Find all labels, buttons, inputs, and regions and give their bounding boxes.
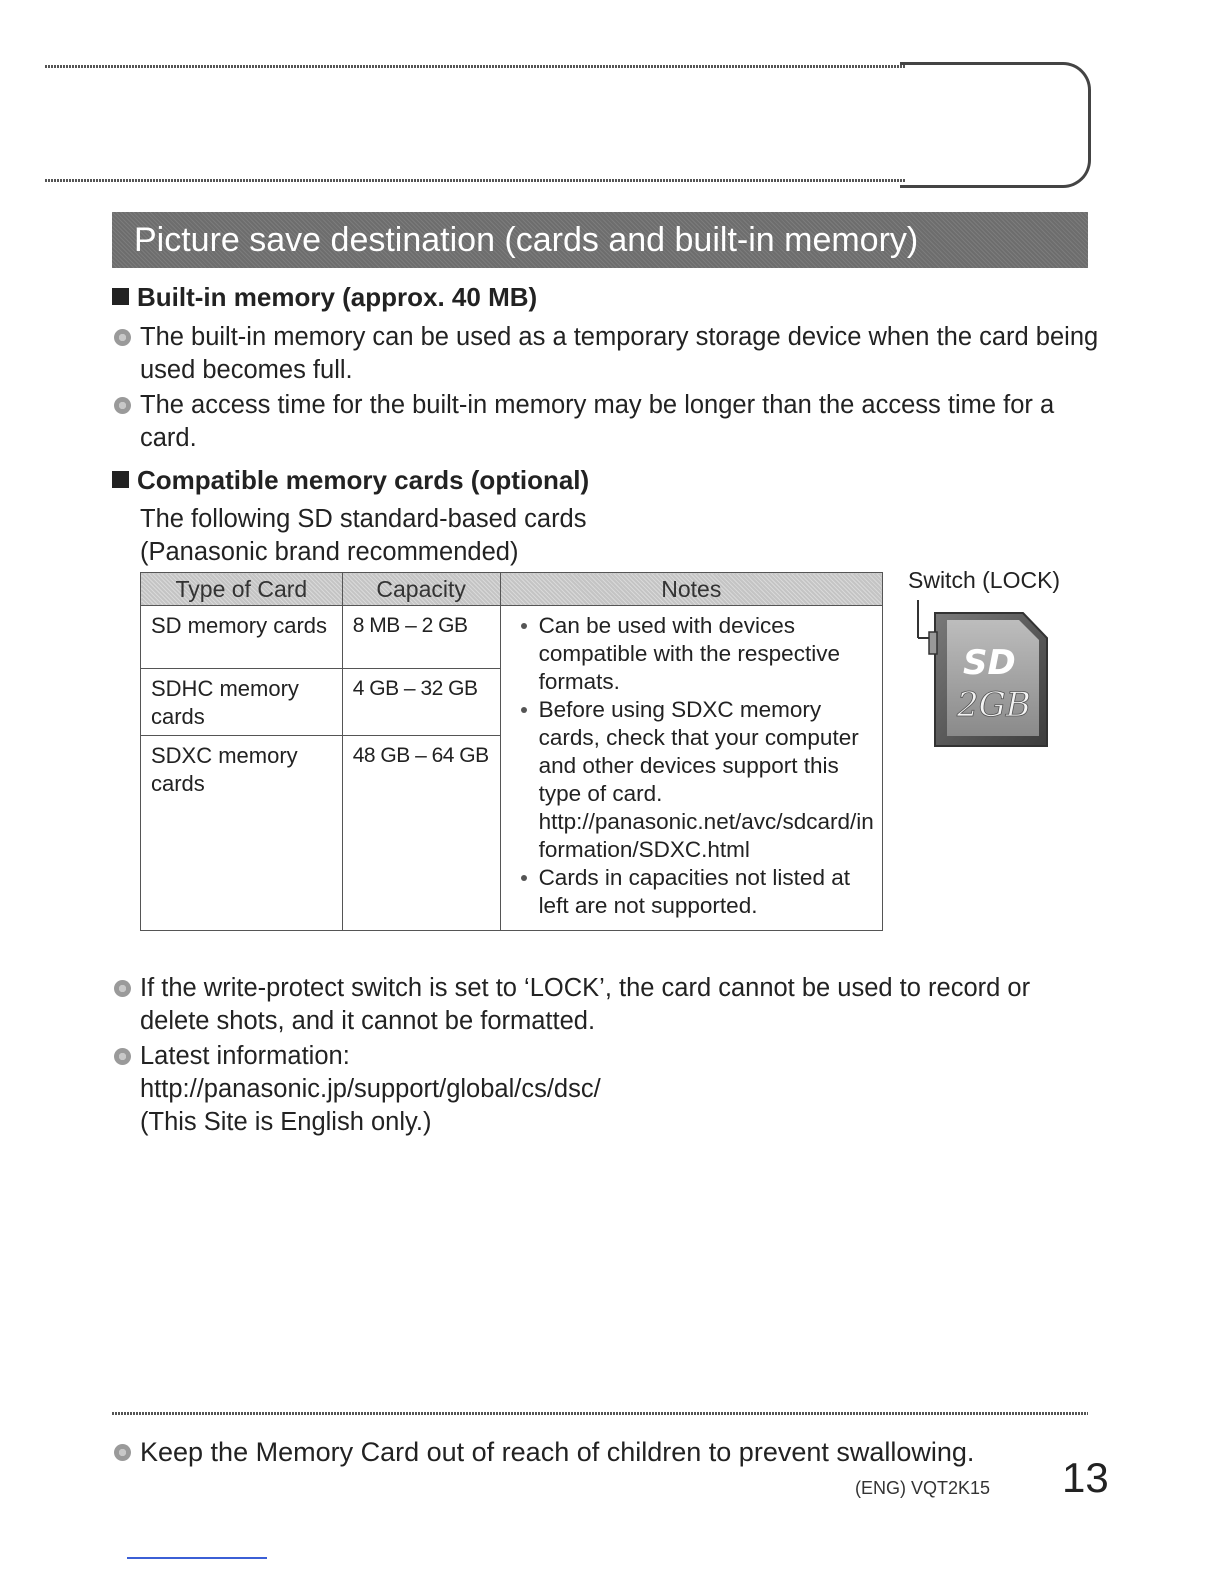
heading-square-icon	[112, 288, 129, 305]
top-bracket-frame	[900, 62, 1091, 188]
footer-dotted-rule	[112, 1412, 1088, 1415]
compatible-intro-line-2: (Panasonic brand recommended)	[140, 538, 519, 566]
header-type-of-card: Type of Card	[141, 573, 343, 606]
note-item: Cards in capacities not listed at left are not supported.	[509, 864, 874, 920]
write-protect-bullet: If the write-protect switch is set to ‘LOCK’, the card cannot be used to record or delete shots, and it cannot be formatted.	[112, 972, 1102, 1038]
note-bullet-icon	[521, 707, 527, 713]
note-item: Can be used with devices compatible with the respective formats.	[509, 612, 874, 696]
page-code: (ENG) VQT2K15	[855, 1478, 991, 1498]
bullet-dot-icon	[114, 397, 131, 414]
page-number: 13	[1062, 1454, 1109, 1501]
sd-capacity-label: 2GB	[957, 685, 1031, 725]
top-dotted-rule	[45, 65, 905, 68]
capacity-cell: 8 MB – 2 GB	[342, 606, 500, 669]
header-notes: Notes	[500, 573, 882, 606]
note-item: Before using SDXC memory cards, check that your computer and other devices support this type of card. http://panasonic.net/avc/sdcard/information/SDXC.html	[509, 696, 874, 864]
note-bullet-icon	[521, 623, 527, 629]
note-bullet-icon	[521, 875, 527, 881]
sd-card-icon	[915, 598, 1055, 748]
card-type-cell: SD memory cards	[141, 606, 343, 669]
compatible-cards-heading-text: Compatible memory cards (optional)	[137, 465, 590, 495]
card-type-cell: SDHC memory cards	[141, 669, 343, 736]
builtin-bullet-2: The access time for the built-in memory may be longer than the access time for a card.	[112, 389, 1102, 455]
table-row	[141, 606, 883, 669]
bullet-dot-icon	[114, 1444, 131, 1461]
compatible-intro-line-1: The following SD standard-based cards	[140, 505, 587, 533]
notes-cell	[500, 606, 882, 931]
latest-info-bullet: Latest information:	[112, 1040, 1102, 1073]
latest-info-url: http://panasonic.jp/support/global/cs/dsc/	[140, 1075, 601, 1103]
compatible-cards-heading	[112, 465, 589, 496]
footer-safety-note: Keep the Memory Card out of reach of children to prevent swallowing.	[112, 1436, 1162, 1469]
latest-info-note: (This Site is English only.)	[140, 1108, 432, 1136]
capacity-cell: 4 GB – 32 GB	[342, 669, 500, 736]
table-header-row	[141, 573, 883, 606]
builtin-memory-heading	[112, 282, 537, 313]
bullet-dot-icon	[114, 980, 131, 997]
bullet-dot-icon	[114, 329, 131, 346]
blue-underline-decoration	[127, 1557, 267, 1559]
builtin-memory-heading-text: Built-in memory (approx. 40 MB)	[137, 282, 538, 312]
sd-logo: SD	[963, 643, 1016, 683]
capacity-cell: 48 GB – 64 GB	[342, 736, 500, 931]
switch-lock-label: Switch (LOCK)	[908, 567, 1061, 593]
card-type-cell: SDXC memory cards	[141, 736, 343, 931]
second-dotted-rule	[45, 179, 905, 182]
builtin-bullet-1: The built-in memory can be used as a temporary storage device when the card being used becomes full.	[112, 321, 1102, 387]
header-capacity: Capacity	[342, 573, 500, 606]
heading-square-icon	[112, 471, 129, 488]
bullet-dot-icon	[114, 1048, 131, 1065]
section-title: Picture save destination (cards and built-in memory)	[112, 212, 1088, 268]
card-types-table	[140, 572, 883, 931]
